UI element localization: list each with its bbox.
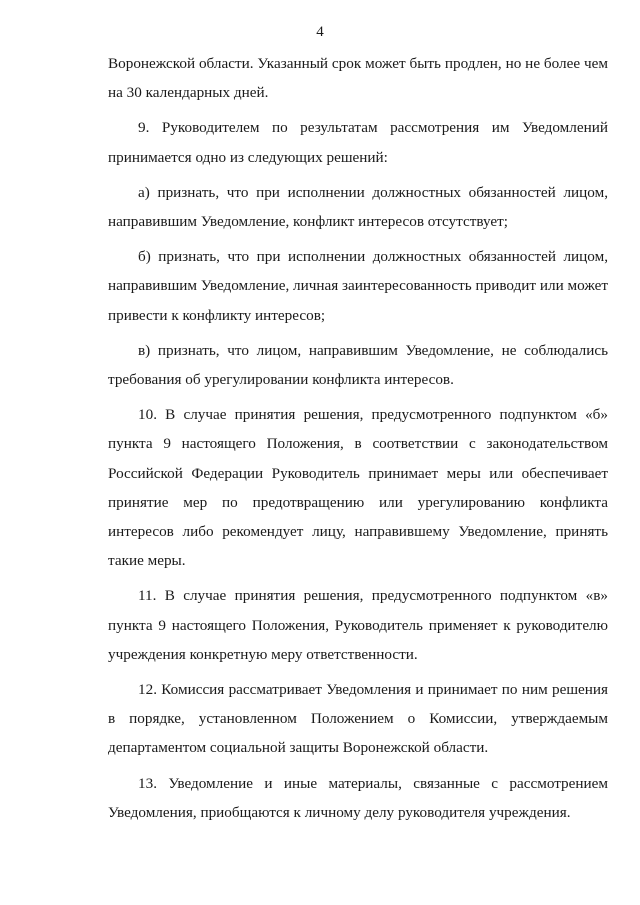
paragraph-9b: б) признать, что при исполнении должностных обязанностей лицом, направившим Уведомление, личная заинтересованность приводит или может привести к конфликту интересов; bbox=[108, 248, 608, 324]
paragraph-9v: в) признать, что лицом, направившим Уведомление, не соблюдались требования об урегулировании конфликта интересов. bbox=[108, 341, 608, 389]
paragraph-9a: а) признать, что при исполнении должностных обязанностей лицом, направившим Уведомление, конфликт интересов отсутствует; bbox=[108, 183, 608, 231]
paragraph-11: 11. В случае принятия решения, предусмотренного подпунктом «в» пункта 9 настоящего Положения, Руководитель применяет к руководителю учреждения конкретную меру ответственности. bbox=[108, 587, 608, 663]
paragraph-10: 10. В случае принятия решения, предусмотренного подпунктом «б» пункта 9 настоящего Положения, в соответствии с законодательством Российской Федерации Руководитель принимает меры или обеспечивает принятие мер по предотвращению или урегулированию конфликта интересов либо рекомендует лицу, направившему Уведомление, принять такие меры. bbox=[108, 406, 608, 570]
paragraph-continuation: Воронежской области. Указанный срок может быть продлен, но не более чем на 30 календарных дней. bbox=[108, 55, 608, 102]
page-number: 4 bbox=[316, 24, 324, 40]
paragraph-9: 9. Руководителем по результатам рассмотрения им Уведомлений принимается одно из следующих решений: bbox=[108, 119, 608, 166]
paragraph-12: 12. Комиссия рассматривает Уведомления и принимает по ним решения в порядке, установленном Положением о Комиссии, утверждаемым департаментом социальной защиты Воронежской области. bbox=[108, 681, 608, 757]
paragraph-13: 13. Уведомление и иные материалы, связанные с рассмотрением Уведомления, приобщаются к личному делу руководителя учреждения. bbox=[108, 774, 608, 821]
document-body bbox=[108, 49, 608, 833]
